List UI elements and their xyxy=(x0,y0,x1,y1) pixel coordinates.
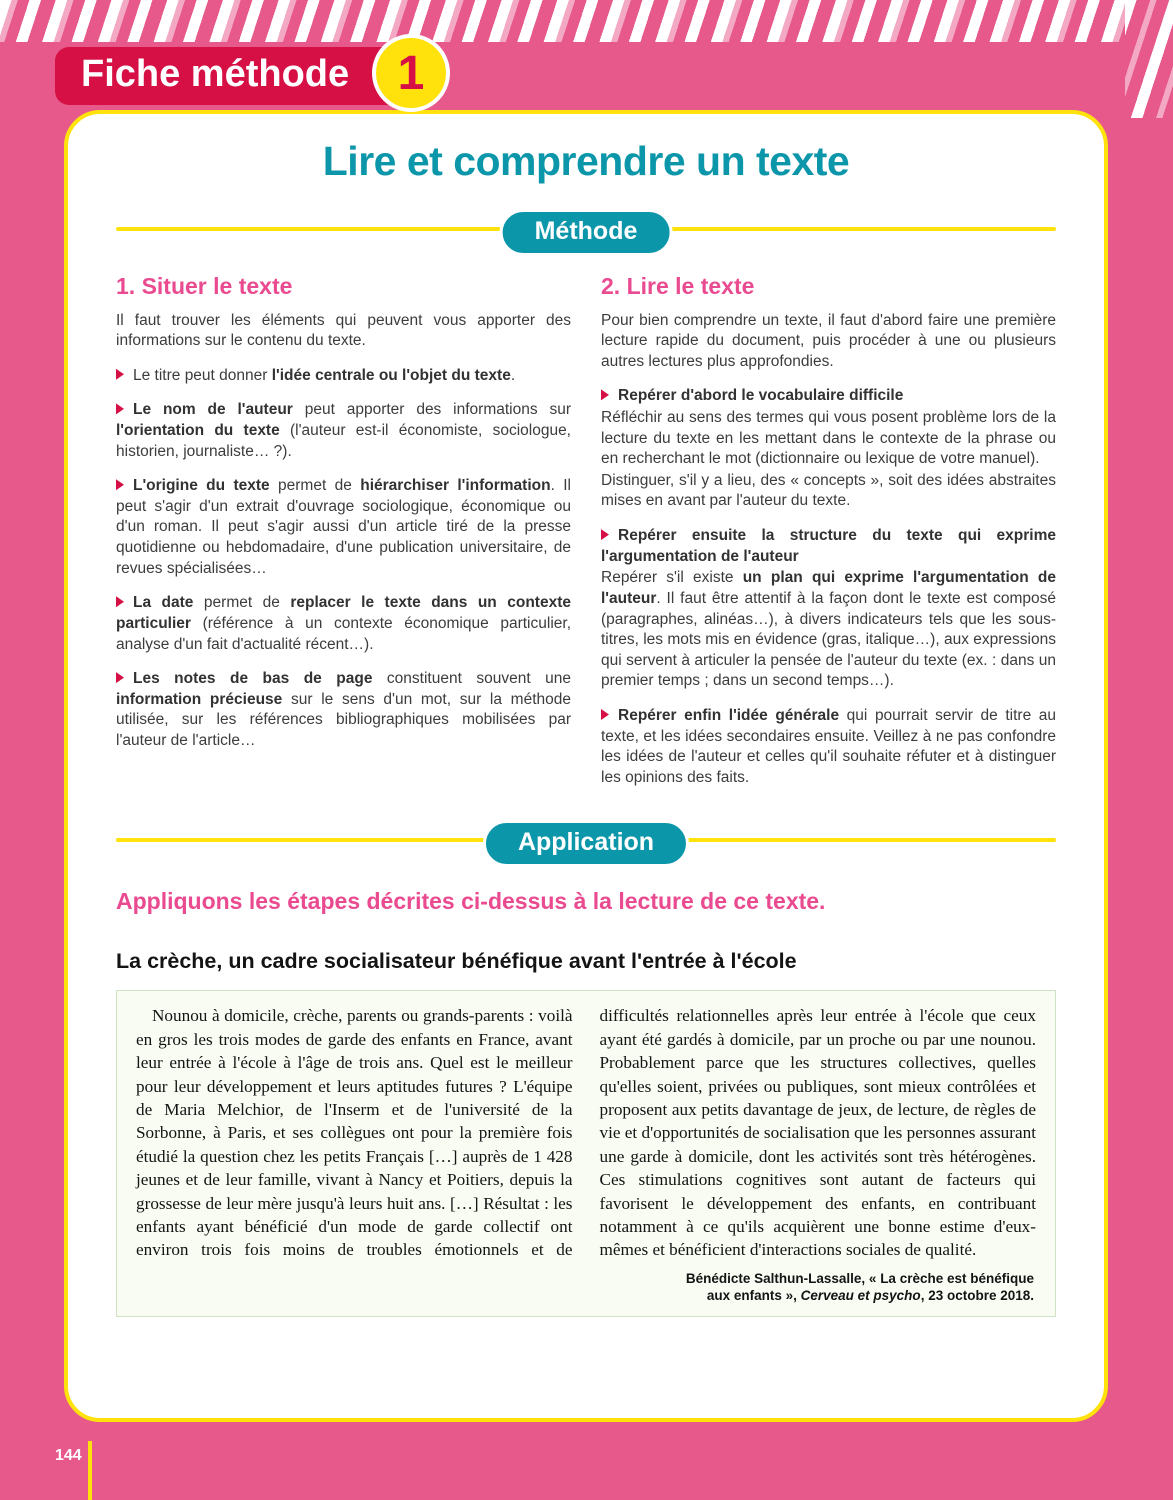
bullet-segments: Le nom de l'auteur peut apporter des informations sur l'orientation du texte (l'auteur est-il économiste, sociologue, historien, journaliste… ?). xyxy=(116,401,571,460)
page-title: Lire et comprendre un texte xyxy=(322,138,850,184)
bullet-text xyxy=(116,593,571,655)
bullet-arrow-icon xyxy=(116,479,124,490)
quote-text: Nounou à domicile, crèche, parents ou grands-parents : voilà en gros les trois modes de garde des enfants en France, avant leur entrée à l'école à l'âge de trois ans. Quel est le meilleur pour leur développement et leurs aptitudes futures ? L'équipe de Maria Melchior, de l'Inserm et de l'université de la Sorbonne, à Paris, et ses collègues ont pour la première fois étudié la question chez les petits Français […] auprès de 1 428 jeunes et de leur famille, vivant à Nancy et Poitiers, depuis la grossesse de leur mère jusqu'à leurs huit ans. […] Résultat : les enfants ayant bénéficié d'un mode de garde collectif ont environ trois fois moins de troubles émotionnels et de difficultés relationnelles après leur entrée à l'école que ceux ayant été gardés à domicile, par un proche ou par une nounou. Probablement parce que les structures collectives, quelles qu'elles soient, privées ou publiques, sont mieux contrôlées et proposent aux petits davantage de jeux, de lecture, de règles de vie et d'opportunités de socialisation que les personnes assurant une garde à domicile, dont les activités sont très hétérogènes. Ces stimulations cognitives sont autant de facteurs qui favorisent le développement des enfants, en contribuant notamment à ce qu'ils acquièrent une bonne estime d'eux-mêmes et bénéficient d'interactions sociales de qualité. xyxy=(136,1006,1037,1260)
bullet-arrow-icon xyxy=(116,672,124,683)
col2-heading: 2. Lire le texte xyxy=(601,273,755,299)
bullet-text xyxy=(116,669,571,751)
method-column-1 xyxy=(116,271,571,788)
bullet-text xyxy=(601,568,1056,692)
bullet-segments: L'origine du texte permet de hiérarchiser l'information. Il peut s'agir d'un extrait d'ouvrage sociologique, économique ou d'un roman. Il peut s'agir aussi d'un article tiré de la presse quotidienne ou hebdomadaire, d'une publication universitaire, de revues spécialisées… xyxy=(116,477,571,577)
col2-intro: Pour bien comprendre un texte, il faut d'abord faire une première lecture rapide du document, puis procéder à une ou plusieurs autres lectures plus approfondies. xyxy=(601,311,1056,370)
fiche-number: 1 xyxy=(397,46,425,100)
decorative-stripes-right xyxy=(1125,0,1173,118)
fiche-number-circle xyxy=(372,34,450,112)
bullet-segments: Repérer s'il existe un plan qui exprime l'argumentation de l'auteur. Il faut être attentif à la façon dont le texte est composé (paragraphes, alinéas…), à divers indicateurs tels que les sous-titres, les mots mis en évidence (gras, italique…), aux expressions qui servent à articuler la pensée de l'auteur du texte (ex. : dans un premier temps ; dans un second temps…). xyxy=(601,569,1056,690)
bullet-segments: Distinguer, s'il y a lieu, des « concepts », soit des idées abstraites mises en avant par l'auteur du texte. xyxy=(601,471,1056,510)
bullet-item xyxy=(116,476,571,579)
methode-divider xyxy=(116,209,1056,249)
col1-heading: 1. Situer le texte xyxy=(116,273,293,299)
bullet-text xyxy=(116,366,571,387)
bullet-segments: Repérer enfin l'idée générale qui pourrait servir de titre au texte, et les idées secondaires ensuite. Veillez à ne pas confondre les idées de l'auteur et celles qu'il souhaite réfuter et à distinguer les opinions des faits. xyxy=(601,706,1056,786)
bullet-item xyxy=(116,400,571,462)
bullet-arrow-icon xyxy=(116,596,124,607)
bullet-segments: Réfléchir au sens des termes qui vous posent problème lors de la lecture du texte en les mettant dans le contexte de la phrase ou en recherchant le mot (dictionnaire ou lexique de votre manuel). xyxy=(601,409,1056,468)
bullet-text xyxy=(601,386,1056,407)
application-text-box xyxy=(116,990,1056,1317)
bullet-text xyxy=(601,706,1056,788)
application-lead: Appliquons les étapes décrites ci-dessus à la lecture de ce texte. xyxy=(116,888,826,915)
bullet-arrow-icon xyxy=(116,369,124,380)
bullet-text xyxy=(601,408,1056,470)
bullet-item xyxy=(601,386,1056,512)
bullet-segments: Repérer ensuite la structure du texte qui exprime l'argumentation de l'auteur xyxy=(601,527,1056,565)
bullet-segments: La date permet de replacer le texte dans un contexte particulier (référence à un contexte économique particulier, analyse d'un fait d'actualité récent…). xyxy=(116,594,571,653)
bullet-segments: Le titre peut donner l'idée centrale ou l'objet du texte. xyxy=(133,366,516,384)
bullet-segments: Les notes de bas de page constituent souvent une information précieuse sur le sens d'un mot, sur la méthode utilisée, sur les références bibliographiques mobilisées par l'auteur de l'article… xyxy=(116,670,571,749)
fiche-methode-label: Fiche méthode xyxy=(81,52,350,95)
method-column-2 xyxy=(601,271,1056,788)
bullet-item xyxy=(601,706,1056,788)
col1-intro: Il faut trouver les éléments qui peuvent vous apporter des informations sur le contenu du texte. xyxy=(116,311,571,350)
content-card xyxy=(64,110,1108,1422)
quote-columns xyxy=(136,1004,1036,1261)
application-document-title: La crèche, un cadre socialisateur bénéfique avant l'entrée à l'école xyxy=(116,949,797,974)
bullet-item xyxy=(116,593,571,655)
bullet-item xyxy=(116,669,571,751)
method-columns xyxy=(116,271,1056,788)
bullet-item xyxy=(116,366,571,387)
application-divider xyxy=(116,820,1056,860)
bullet-text xyxy=(601,471,1056,512)
application-pill: Application xyxy=(483,820,689,867)
bullet-item xyxy=(601,526,1056,692)
bullet-segments: Repérer d'abord le vocabulaire difficile xyxy=(618,387,904,405)
page-number-bar xyxy=(88,1441,92,1500)
bullet-text xyxy=(116,400,571,462)
decorative-stripes-top xyxy=(0,0,1173,42)
bullet-arrow-icon xyxy=(601,529,609,540)
bullet-arrow-icon xyxy=(601,709,609,720)
bullet-text xyxy=(116,476,571,579)
bullet-text xyxy=(601,526,1056,567)
quote-attribution: Bénédicte Salthun-Lassalle, « La crèche est bénéfique aux enfants », Cerveau et psycho, 23 octobre 2018. xyxy=(685,1270,1034,1304)
page-number: 144 xyxy=(55,1447,82,1464)
fiche-methode-badge xyxy=(55,47,411,105)
methode-pill: Méthode xyxy=(500,209,673,256)
bullet-arrow-icon xyxy=(601,389,609,400)
bullet-arrow-icon xyxy=(116,403,124,414)
